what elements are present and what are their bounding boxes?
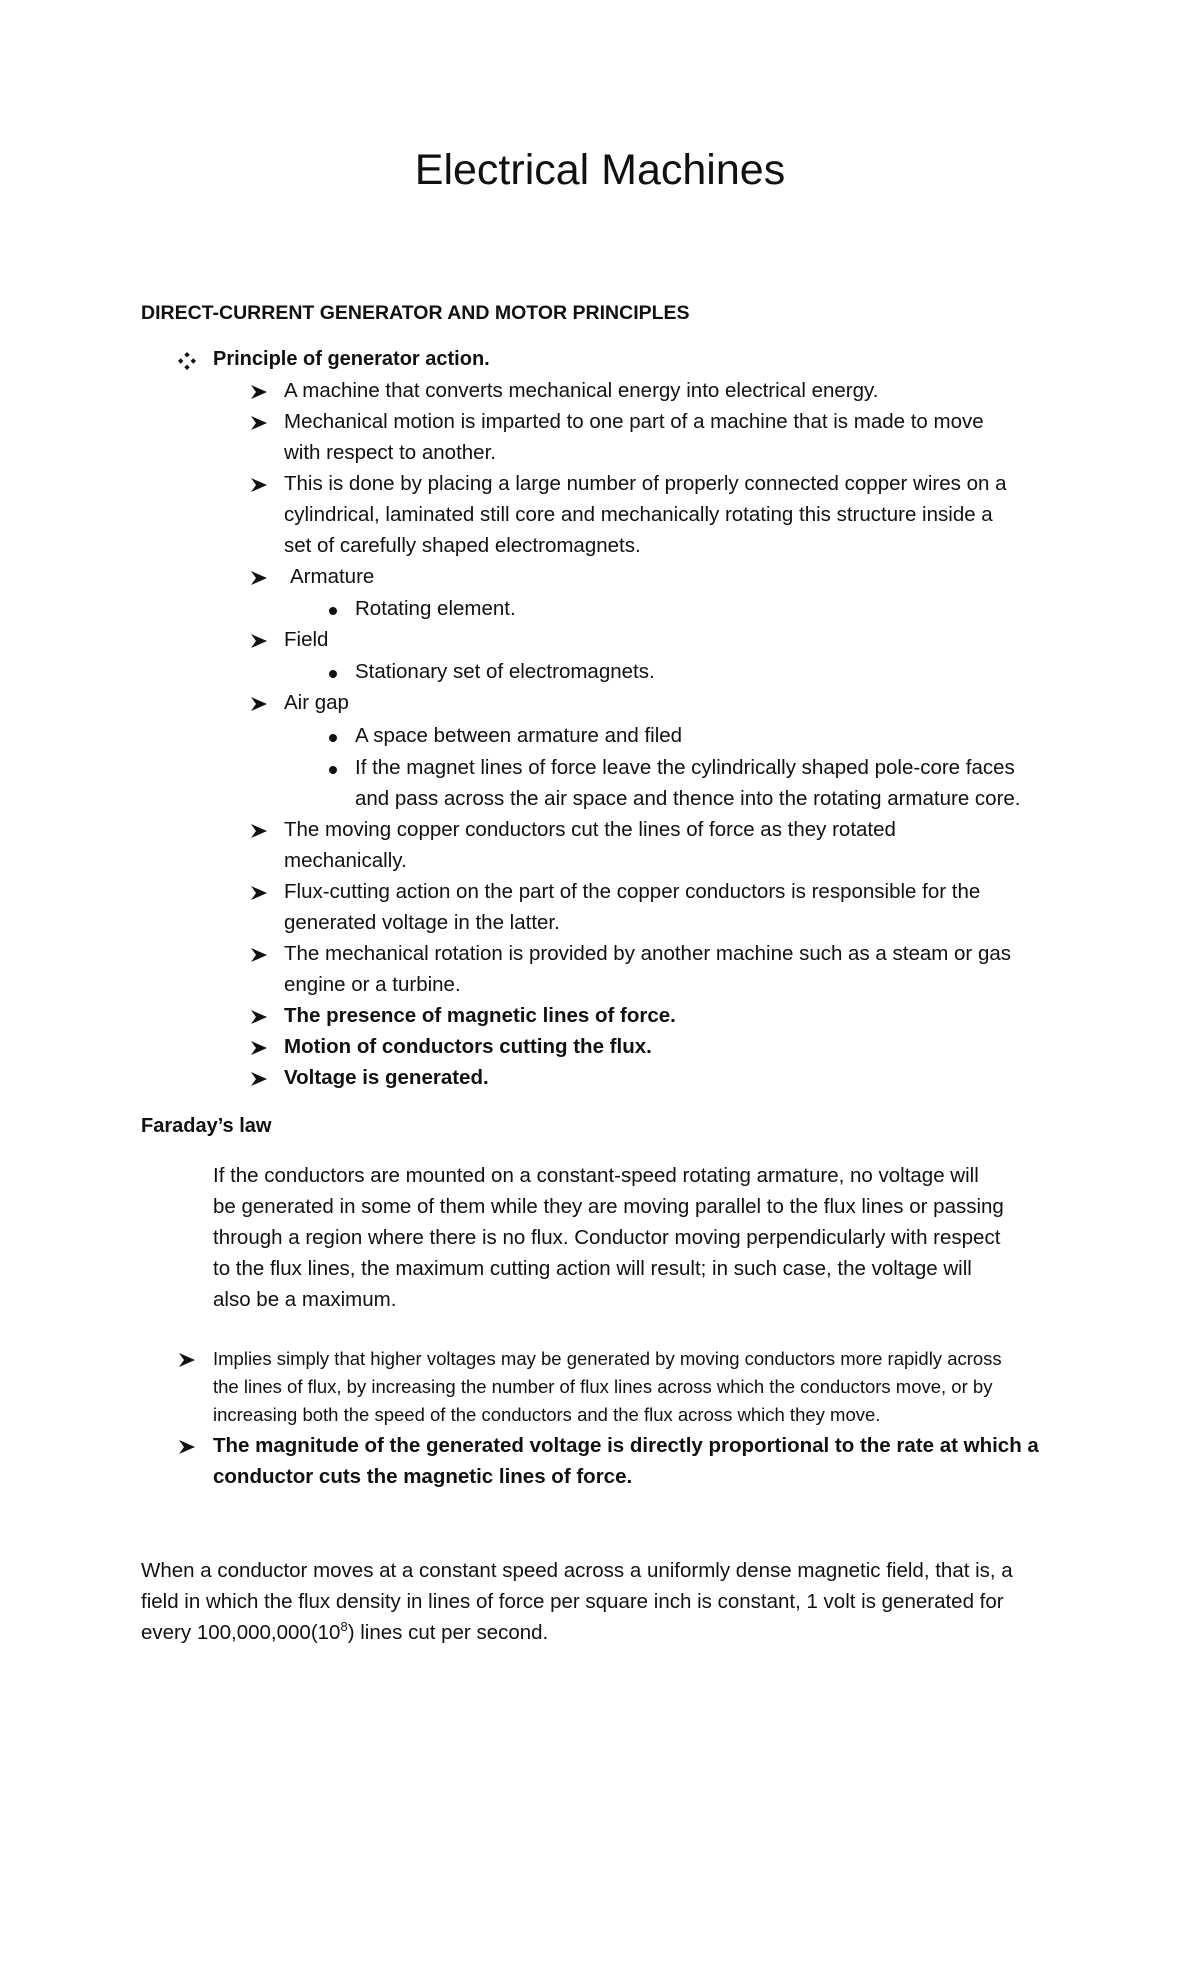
arrow-bullet-icon: [178, 1439, 196, 1455]
arrow-bullet-icon: [250, 570, 268, 586]
list-item-armature: Armature: [290, 565, 375, 588]
sub-list-item: Rotating element.: [355, 597, 516, 620]
sub-list-item-continuation: and pass across the air space and thence into the rotating armature core.: [355, 787, 1021, 810]
dot-bullet-icon: [329, 734, 337, 742]
diamond-bullet-icon: [178, 352, 196, 370]
dot-bullet-icon: [329, 670, 337, 678]
list-item-continuation: engine or a turbine.: [284, 973, 461, 996]
final-text-post: ) lines cut per second.: [347, 1621, 549, 1644]
sub-list-item: Stationary set of electromagnets.: [355, 660, 655, 683]
arrow-bullet-icon: [250, 696, 268, 712]
list-item: A machine that converts mechanical energy into electrical energy.: [284, 379, 879, 402]
section-heading: DIRECT-CURRENT GENERATOR AND MOTOR PRINCIPLES: [141, 302, 690, 324]
arrow-bullet-icon: [250, 1071, 268, 1087]
list-item-field: Field: [284, 628, 329, 651]
faraday-paragraph-line: be generated in some of them while they are moving parallel to the flux lines or passing: [213, 1195, 1004, 1218]
list-item-bold: The presence of magnetic lines of force.: [284, 1004, 676, 1027]
faraday-paragraph-line: to the flux lines, the maximum cutting action will result; in such case, the voltage will: [213, 1257, 972, 1280]
arrow-bullet-icon: [250, 1009, 268, 1025]
arrow-bullet-icon: [250, 477, 268, 493]
arrow-bullet-icon: [250, 885, 268, 901]
list-item: Flux-cutting action on the part of the copper conductors is responsible for the: [284, 880, 981, 903]
faraday-paragraph-line: through a region where there is no flux. Conductor moving perpendicularly with respect: [213, 1226, 1001, 1249]
list-item-continuation: cylindrical, laminated still core and mechanically rotating this structure inside a: [284, 503, 993, 526]
arrow-bullet-icon: [250, 947, 268, 963]
list-item: This is done by placing a large number of properly connected copper wires on a: [284, 472, 1007, 495]
list-item-continuation: set of carefully shaped electromagnets.: [284, 534, 641, 557]
list-item: Mechanical motion is imparted to one part of a machine that is made to move: [284, 410, 984, 433]
implies-line: Implies simply that higher voltages may be generated by moving conductors more rapidly across: [213, 1348, 1002, 1369]
principle-heading: Principle of generator action.: [213, 348, 490, 370]
list-item-continuation: with respect to another.: [284, 441, 496, 464]
page-title: Electrical Machines: [414, 146, 786, 194]
magnitude-line: conductor cuts the magnetic lines of force.: [213, 1465, 633, 1488]
sub-list-item: A space between armature and filed: [355, 724, 683, 747]
magnitude-line: The magnitude of the generated voltage is directly proportional to the rate at which a: [213, 1434, 1039, 1457]
final-paragraph-line: When a conductor moves at a constant speed across a uniformly dense magnetic field, that is, a: [141, 1559, 1013, 1582]
arrow-bullet-icon: [178, 1352, 196, 1368]
list-item-continuation: generated voltage in the latter.: [284, 911, 560, 934]
arrow-bullet-icon: [250, 1040, 268, 1056]
list-item: The moving copper conductors cut the lines of force as they rotated: [284, 818, 896, 841]
list-item-bold: Voltage is generated.: [284, 1066, 489, 1089]
exponent: 8: [340, 1619, 348, 1635]
arrow-bullet-icon: [250, 384, 268, 400]
final-paragraph-line: field in which the flux density in lines of force per square inch is constant, 1 volt is generated for: [141, 1590, 1004, 1613]
final-text-pre: every 100,000,000(10: [141, 1621, 341, 1644]
list-item-continuation: mechanically.: [284, 849, 407, 872]
faraday-heading: Faraday’s law: [141, 1115, 272, 1137]
arrow-bullet-icon: [250, 415, 268, 431]
dot-bullet-icon: [329, 766, 337, 774]
sub-list-item: If the magnet lines of force leave the cylindrically shaped pole-core faces: [355, 756, 1015, 779]
list-item-airgap: Air gap: [284, 691, 349, 714]
arrow-bullet-icon: [250, 633, 268, 649]
arrow-bullet-icon: [250, 823, 268, 839]
list-item: The mechanical rotation is provided by another machine such as a steam or gas: [284, 942, 1011, 965]
faraday-paragraph-line: If the conductors are mounted on a constant-speed rotating armature, no voltage will: [213, 1164, 979, 1187]
dot-bullet-icon: [329, 607, 337, 615]
implies-line: the lines of flux, by increasing the number of flux lines across which the conductors move, or by: [213, 1376, 993, 1397]
final-paragraph-line: [141, 1617, 548, 1648]
implies-line: increasing both the speed of the conductors and the flux across which they move.: [213, 1404, 881, 1425]
faraday-paragraph-line: also be a maximum.: [213, 1288, 397, 1311]
list-item-bold: Motion of conductors cutting the flux.: [284, 1035, 652, 1058]
